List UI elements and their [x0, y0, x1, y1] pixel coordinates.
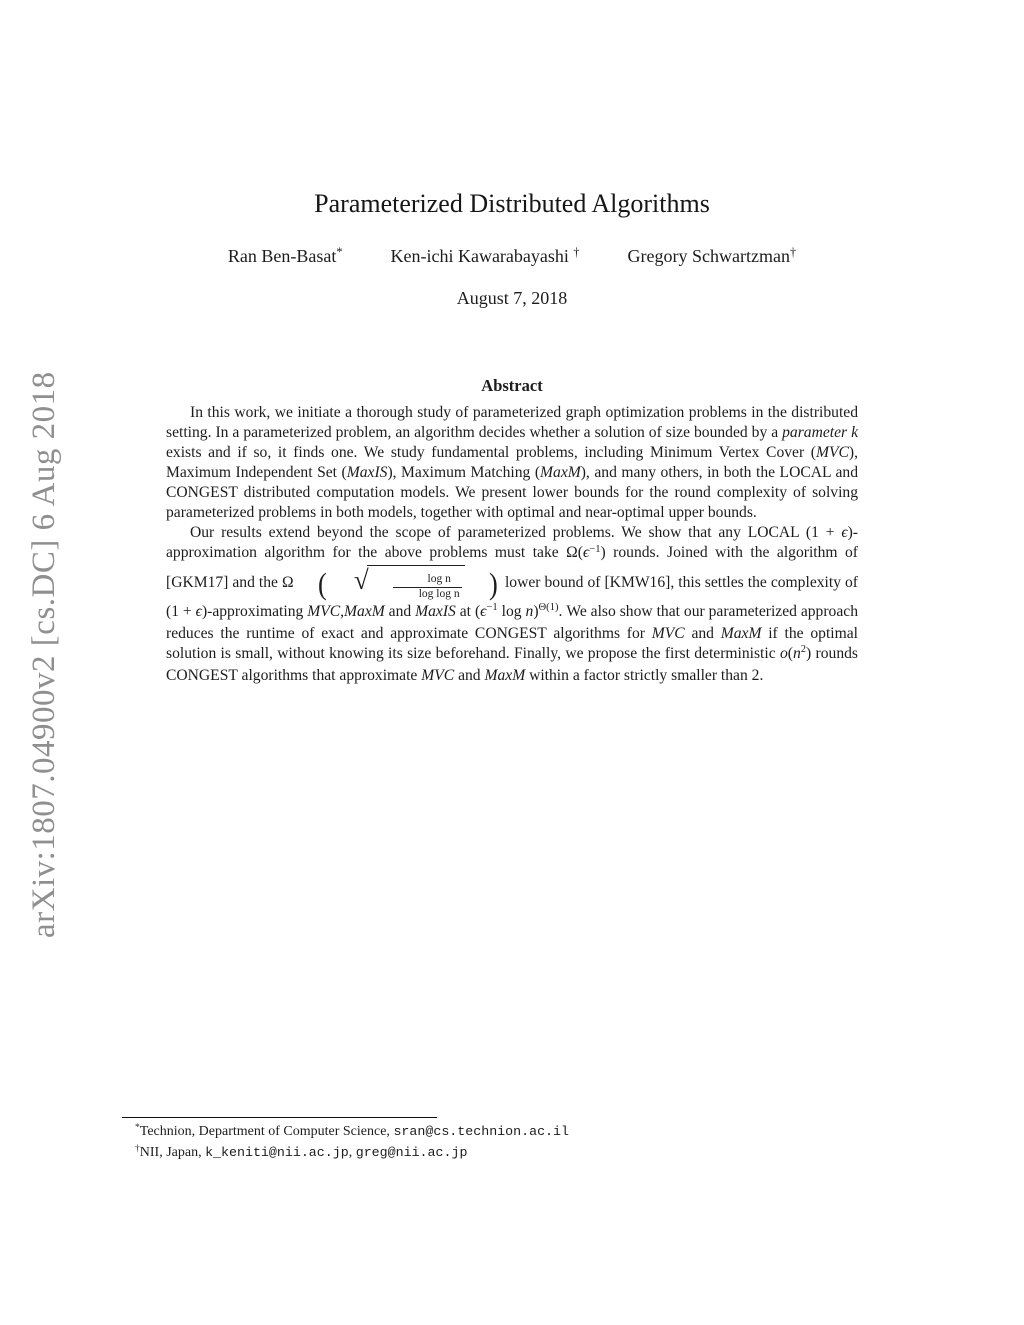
author-2-mark: † [573, 244, 580, 259]
fraction [393, 573, 462, 602]
open-paren: ( [317, 565, 327, 601]
author-1 [228, 246, 343, 267]
author-1-mark: * [336, 244, 343, 259]
close-paren: ) [488, 565, 498, 601]
footnote-technion: *Technion, Department of Computer Science, sran@cs.technion.ac.il [135, 1123, 569, 1139]
paper-title: Parameterized Distributed Algorithms [314, 189, 710, 218]
abstract-body [166, 403, 858, 686]
radicand [367, 565, 465, 602]
author-2-name: Ken-ichi Kawarabayashi [390, 246, 574, 266]
author-3-name: Gregory Schwartzman [627, 246, 790, 266]
fraction-denominator: log log n [393, 587, 462, 602]
abstract-paragraph-1: In this work, we initiate a thorough study of parameterized graph optimization problems in the distributed setting. In a parameterized problem, an algorithm decides whether a solution of size bounded by a parameter k exists and if so, it finds one. We study fundamental problems, including Minimum Vertex Cover (MVC), Maximum Independent Set (MaxIS), Maximum Matching (MaxM), and many others, in both the LOCAL and CONGEST distributed computation models. We present lower bounds for the round complexity of solving parameterized problems in both models, together with optimal and near-optimal upper bounds. [166, 404, 858, 521]
author-3 [628, 246, 797, 267]
paper-date: August 7, 2018 [456, 288, 568, 308]
author-3-mark: † [789, 244, 797, 259]
radical-sign: √ [353, 565, 369, 595]
abstract-paragraph-2-lead: Our results extend beyond the scope of parameterized problems. We show that any LOCAL (1 + ϵ)-approximation algorithm for the above problems must take $\Omega(\epsilon^{-1})$ rounds. Joined with the algorithm of [GKM17] and the Ω [166, 524, 858, 591]
abstract-paragraph-2-tail: lower bound of [KMW16], this settles the complexity of (1 + ϵ)-approximating MVC,MaxM and MaxIS at ($\epsilon^{-1}$ log n)$^{\Theta(1)}$. We also show that our parameterized approach reduces the runtime of exact and approximate CONGEST algorithms for MVC and MaxM if the optimal solution is small, without knowing its size beforehand. Finally, we propose the first deterministic $o(n^2)$ rounds CONGEST algorithms that approximate MVC and MaxM within a factor strictly smaller than 2. [166, 573, 858, 684]
sqrt-log-formula [295, 565, 500, 602]
author-2 [390, 246, 579, 267]
abstract-paragraph-2 [166, 523, 858, 686]
arxiv-watermark: arXiv:1807.04900v2 [cs.DC] 6 Aug 2018 [26, 371, 62, 938]
author-row [0, 246, 1024, 267]
footnote-nii: †NII, Japan, k_keniti@nii.ac.jp, greg@nii.ac.jp [135, 1144, 468, 1160]
author-1-name: Ran Ben-Basat [227, 246, 337, 266]
footnotes [122, 1122, 867, 1164]
abstract-heading: Abstract [481, 376, 543, 395]
radical-expression [330, 565, 465, 602]
footnote-rule [122, 1117, 437, 1118]
fraction-numerator: log n [427, 573, 451, 585]
